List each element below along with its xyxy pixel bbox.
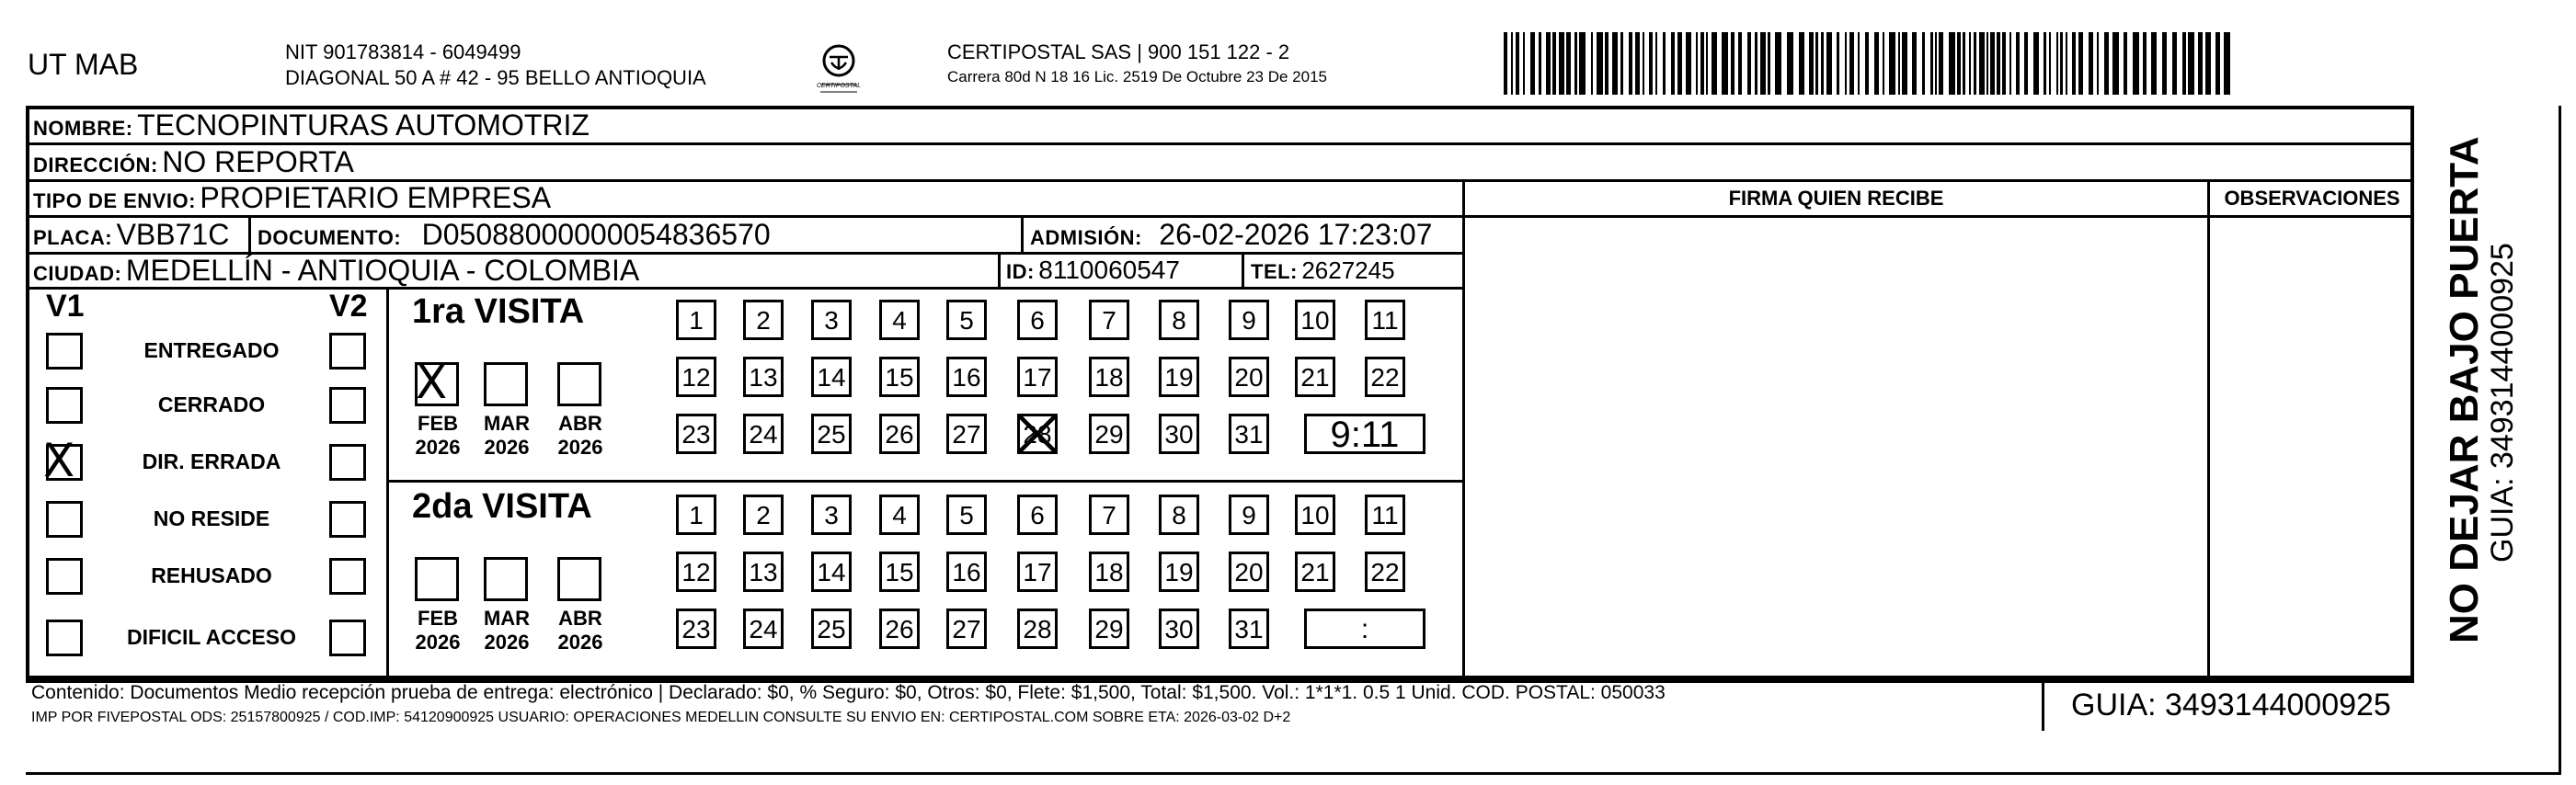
barcode-bar <box>1504 32 1507 95</box>
visit2-day-box[interactable]: 25 <box>811 609 852 649</box>
barcode-bar <box>2049 32 2051 95</box>
footer-contenido: Contenido: Documentos Medio recepción prueba de entrega: electrónico | Declarado: $0, % Seguro: $0, Otros: $0, Flete: $1,500, Total: $1,500. Vol.: 1*1*1. 0.5 1 Unid. COD. POSTAL: 050033 <box>31 682 1666 703</box>
barcode-bar <box>2078 32 2083 95</box>
status-v2-checkbox[interactable] <box>329 558 366 595</box>
barcode-bar <box>2205 32 2211 95</box>
visit2-month-box[interactable] <box>557 557 601 601</box>
direccion-field <box>33 142 354 179</box>
nombre-label: NOMBRE: <box>33 117 133 140</box>
visit2-day-box[interactable]: 28 <box>1017 609 1058 649</box>
v1-check-mark: X <box>43 434 75 487</box>
barcode-bar <box>2056 32 2058 95</box>
documento-field <box>258 215 771 252</box>
visit1-month-box[interactable] <box>484 362 528 406</box>
barcode-bar <box>1712 32 1717 95</box>
tipo-envio-field <box>33 179 551 215</box>
barcode-bar <box>1671 32 1675 95</box>
id-value: 8110060547 <box>1038 256 1180 284</box>
visit1-day-box[interactable]: 3 <box>811 300 852 340</box>
company-license: Carrera 80d N 18 16 Lic. 2519 De Octubre 23 De 2015 <box>947 68 1327 85</box>
barcode-bar <box>2002 32 2006 95</box>
nombre-field <box>33 106 590 142</box>
barcode-bar <box>1591 32 1593 95</box>
visit2-day-box[interactable]: 7 <box>1089 495 1129 535</box>
direccion-label: DIRECCIÓN: <box>33 154 158 176</box>
barcode-bar <box>1755 32 1757 95</box>
visit1-month-label: ABR <box>558 412 602 435</box>
barcode-bar <box>2009 32 2011 95</box>
visit2-title: 2da VISITA <box>412 487 592 526</box>
barcode-bar <box>1706 32 1708 95</box>
barcode-bar <box>1516 32 1519 95</box>
visit2-day-box[interactable]: 8 <box>1159 495 1199 535</box>
visit2-day-box[interactable]: 29 <box>1089 609 1129 649</box>
visit1-day-box[interactable]: 2 <box>743 300 784 340</box>
visit2-day-box[interactable]: 5 <box>946 495 987 535</box>
visit2-year-label: 2026 <box>484 631 530 654</box>
barcode-bar <box>1990 32 1995 95</box>
visit2-month-label: ABR <box>558 607 602 630</box>
tel-field <box>1251 252 1395 287</box>
visit1-year-label: 2026 <box>415 436 461 459</box>
month-check-mark: X <box>416 356 448 409</box>
barcode-bar <box>1809 32 1814 95</box>
status-v2-checkbox[interactable] <box>329 387 366 424</box>
barcode-bar <box>1815 32 1818 95</box>
visit2-day-box[interactable]: 10 <box>1295 495 1335 535</box>
barcode-bar <box>1760 32 1766 95</box>
tipo-envio-label: TIPO DE ENVIO: <box>33 189 196 212</box>
barcode-bar <box>1552 32 1556 95</box>
barcode-bar <box>1731 32 1735 95</box>
status-v1-checkbox[interactable] <box>43 434 83 487</box>
barcode-bar <box>2143 32 2147 95</box>
barcode-bar <box>1902 32 1907 95</box>
admision-field <box>1030 215 1432 252</box>
status-v2-checkbox[interactable] <box>329 333 366 370</box>
visit2-day-box[interactable]: 24 <box>743 609 784 649</box>
admision-value: 26-02-2026 17:23:07 <box>1159 218 1433 251</box>
status-v1-checkbox[interactable] <box>46 501 83 538</box>
visit1-day-box[interactable]: 22 <box>1365 357 1405 397</box>
sender-nit: NIT 901783814 - 6049499 <box>285 40 521 63</box>
visit2-day-box[interactable]: 14 <box>811 552 852 592</box>
status-v1-checkbox[interactable] <box>46 333 83 370</box>
barcode-bar <box>1605 32 1609 95</box>
visit1-day-box[interactable]: 29 <box>1089 414 1129 454</box>
visit2-day-box[interactable]: 11 <box>1365 495 1405 535</box>
barcode-bar <box>1539 32 1541 95</box>
ciudad-field <box>33 252 639 287</box>
footer-guia: GUIA: 3493144000925 <box>2071 688 2391 722</box>
visit1-year-label: 2026 <box>557 436 603 459</box>
visit2-month-label: MAR <box>483 607 531 630</box>
visit2-day-box[interactable]: 2 <box>743 495 784 535</box>
certipostal-logo-icon <box>817 42 861 101</box>
visit2-day-box[interactable]: 4 <box>879 495 920 535</box>
barcode-bar <box>1643 32 1644 95</box>
nombre-value: TECNOPINTURAS AUTOMOTRIZ <box>137 108 590 142</box>
barcode-bar <box>2215 32 2220 95</box>
visit2-day-box[interactable]: 9 <box>1229 495 1269 535</box>
barcode-bar <box>1912 32 1917 95</box>
visit2-day-box[interactable]: 20 <box>1229 552 1269 592</box>
visit1-year-label: 2026 <box>484 436 530 459</box>
visit2-day-box[interactable]: 12 <box>676 552 716 592</box>
visit1-day-box[interactable]: 14 <box>811 357 852 397</box>
tel-label: TEL: <box>1251 260 1298 283</box>
visit1-day-box[interactable]: 5 <box>946 300 987 340</box>
certipostal-logo <box>817 42 861 101</box>
barcode-bar <box>1768 32 1770 95</box>
visit1-day-box[interactable]: 7 <box>1089 300 1129 340</box>
visit1-day-box[interactable]: 15 <box>879 357 920 397</box>
visit1-title: 1ra VISITA <box>412 292 585 331</box>
visit2-day-box[interactable]: 31 <box>1229 609 1269 649</box>
barcode-bar <box>1700 32 1704 95</box>
status-v2-checkbox[interactable] <box>329 501 366 538</box>
barcode-bar <box>1821 32 1824 95</box>
documento-value: D05088000000054836570 <box>421 218 771 251</box>
visit1-day-box[interactable]: 26 <box>879 414 920 454</box>
barcode-bar <box>2104 32 2109 95</box>
barcode-bar <box>1530 32 1535 95</box>
status-v1-checkbox[interactable] <box>46 558 83 595</box>
barcode-bar <box>1826 32 1832 95</box>
footer-imp: IMP POR FIVEPOSTAL ODS: 25157800925 / COD.IMP: 54120900925 USUARIO: OPERACIONES MEDELLIN CONSULTE SU ENVIO EN: CERTIPOSTAL.COM SOBRE ETA: 2026-03-02 D+2 <box>31 710 1291 725</box>
visit1-day-box[interactable]: 25 <box>811 414 852 454</box>
visit2-day-box[interactable]: 1 <box>676 495 716 535</box>
visit2-year-label: 2026 <box>557 631 603 654</box>
barcode-bar <box>2172 32 2177 95</box>
barcode-bar <box>2097 32 2099 95</box>
barcode-bar <box>2016 32 2020 95</box>
barcode-bar <box>1722 32 1728 95</box>
visit1-day-box[interactable]: 12 <box>676 357 716 397</box>
visit2-day-box[interactable]: 23 <box>676 609 716 649</box>
status-v2-checkbox[interactable] <box>329 620 366 656</box>
observaciones-label: OBSERVACIONES <box>2224 187 2400 210</box>
visit1-day-box[interactable]: 17 <box>1017 357 1058 397</box>
barcode-bar <box>1922 32 1925 95</box>
barcode-bar <box>1686 32 1691 95</box>
barcode-bar <box>1629 32 1632 95</box>
status-label: REHUSADO <box>151 563 272 587</box>
barcode-bar <box>2151 32 2157 95</box>
barcode-bar <box>2033 32 2039 95</box>
status-label: NO RESIDE <box>153 506 270 530</box>
firma-label: FIRMA QUIEN RECIBE <box>1728 187 1944 210</box>
visit1-day-box[interactable]: 27 <box>946 414 987 454</box>
visit1-day-box[interactable]: 13 <box>743 357 784 397</box>
visit2-month-label: FEB <box>418 607 458 630</box>
placa-field <box>33 215 229 252</box>
v1-label: V1 <box>46 289 85 324</box>
barcode-bar <box>1649 32 1653 95</box>
visit1-day-box[interactable]: 1 <box>676 300 716 340</box>
barcode-bar <box>1612 32 1618 95</box>
barcode-bar <box>1747 32 1751 95</box>
barcode-bar <box>2072 32 2076 95</box>
visit1-day-box[interactable]: 18 <box>1089 357 1129 397</box>
barcode-bar <box>2198 32 2203 95</box>
ciudad-label: CIUDAD: <box>33 262 122 285</box>
ciudad-value: MEDELLÍN - ANTIOQUIA - COLOMBIA <box>125 254 640 287</box>
visit1-month-box[interactable] <box>557 362 601 406</box>
barcode-bar <box>1523 32 1525 95</box>
barcode-bar <box>2124 32 2127 95</box>
barcode-bar <box>2162 32 2167 95</box>
barcode-bar <box>2188 32 2194 95</box>
barcode-bar <box>1566 32 1571 95</box>
visit1-day-box[interactable]: 23 <box>676 414 716 454</box>
barcode-bar <box>1655 32 1657 95</box>
barcode-bar <box>1865 32 1869 95</box>
company-name: CERTIPOSTAL SAS | 900 151 122 - 2 <box>947 40 1290 63</box>
barcode-bar <box>1620 32 1623 95</box>
status-label: DIR. ERRADA <box>142 449 281 473</box>
barcode-bar <box>1949 32 1955 95</box>
barcode-bar <box>1979 32 1985 95</box>
barcode-bar <box>1986 32 1988 95</box>
visit2-day-box[interactable]: 18 <box>1089 552 1129 592</box>
visit2-day-box[interactable]: 3 <box>811 495 852 535</box>
visit2-time-box[interactable]: : <box>1304 609 1425 649</box>
visit1-day-box[interactable]: 11 <box>1365 300 1405 340</box>
visit1-day-box[interactable]: 4 <box>879 300 920 340</box>
visit2-day-box[interactable]: 17 <box>1017 552 1058 592</box>
barcode-bar <box>1787 32 1793 95</box>
tipo-envio-value: PROPIETARIO EMPRESA <box>200 181 552 214</box>
barcode-bar <box>1997 32 2000 95</box>
barcode-bar <box>2060 32 2063 95</box>
barcode-bar <box>1849 32 1854 95</box>
barcode-bar <box>1974 32 1976 95</box>
status-v2-checkbox[interactable] <box>329 444 366 481</box>
visit2-day-box[interactable]: 21 <box>1295 552 1335 592</box>
barcode-bar <box>1957 32 1961 95</box>
visit2-day-box[interactable]: 30 <box>1159 609 1199 649</box>
barcode-bar <box>1889 32 1895 95</box>
barcode-bar <box>2224 32 2230 95</box>
tel-value: 2627245 <box>1301 256 1395 284</box>
direccion-value: NO REPORTA <box>162 145 354 178</box>
logo-text: CERTIPOSTAL <box>817 83 861 89</box>
visit1-time-box[interactable]: 9:11 <box>1304 414 1425 454</box>
visit1-day-box[interactable]: 20 <box>1229 357 1269 397</box>
barcode-bar <box>1738 32 1742 95</box>
barcode-bar <box>1511 32 1513 95</box>
visit2-year-label: 2026 <box>415 631 461 654</box>
visit1-day-box[interactable]: 28 <box>1017 414 1058 454</box>
documento-label: DOCUMENTO: <box>258 226 402 249</box>
v2-label: V2 <box>329 289 368 324</box>
status-v1-checkbox[interactable] <box>46 620 83 656</box>
status-label: DIFICIL ACCESO <box>126 625 296 649</box>
barcode-bar <box>1898 32 1900 95</box>
visit2-day-box[interactable]: 6 <box>1017 495 1058 535</box>
barcode-bar <box>2089 32 2093 95</box>
visit1-month-label: MAR <box>483 412 531 435</box>
barcode-bar <box>1799 32 1804 95</box>
barcode-bar <box>1775 32 1781 95</box>
barcode-bar <box>1597 32 1603 95</box>
sender-name: UT MAB <box>28 48 139 81</box>
visit1-day-box[interactable]: 8 <box>1159 300 1199 340</box>
barcode-bar <box>1969 32 1971 95</box>
no-dejar-warning: NO DEJAR BAJO PUERTA <box>2442 136 2487 643</box>
status-label: ENTREGADO <box>143 338 280 362</box>
visit1-day-box[interactable]: 31 <box>1229 414 1269 454</box>
barcode-bar <box>1635 32 1640 95</box>
visit2-day-box[interactable]: 16 <box>946 552 987 592</box>
visit1-month-label: FEB <box>418 412 458 435</box>
barcode-bar <box>1696 32 1698 95</box>
sender-address: DIAGONAL 50 A # 42 - 95 BELLO ANTIOQUIA <box>285 66 706 89</box>
barcode-bar <box>1845 32 1847 95</box>
barcode-bar <box>2182 32 2186 95</box>
status-v1-checkbox[interactable] <box>46 387 83 424</box>
barcode-bar <box>1874 32 1879 95</box>
barcode-bar <box>1579 32 1586 95</box>
visit2-month-box[interactable] <box>484 557 528 601</box>
placa-label: PLACA: <box>33 226 113 249</box>
visit1-day-box[interactable]: 9 <box>1229 300 1269 340</box>
admision-label: ADMISIÓN: <box>1030 226 1142 249</box>
barcode-bar <box>1939 32 1943 95</box>
barcode-bar <box>2044 32 2046 95</box>
barcode-bar <box>2112 32 2119 95</box>
barcode-bar <box>2133 32 2139 95</box>
barcode-bar <box>2066 32 2067 95</box>
barcode-bar <box>1930 32 1933 95</box>
barcode-bar <box>1883 32 1884 95</box>
visit2-month-box[interactable] <box>415 557 459 601</box>
visit1-day-box[interactable]: 19 <box>1159 357 1199 397</box>
visit1-month-box[interactable] <box>415 356 459 409</box>
barcode <box>1504 32 2239 95</box>
visit2-day-box[interactable]: 22 <box>1365 552 1405 592</box>
visit2-day-box[interactable]: 15 <box>879 552 920 592</box>
visit2-day-box[interactable]: 13 <box>743 552 784 592</box>
barcode-bar <box>1677 32 1682 95</box>
visit1-day-box[interactable]: 30 <box>1159 414 1199 454</box>
visit1-day-box[interactable]: 21 <box>1295 357 1335 397</box>
visit1-day-box[interactable]: 24 <box>743 414 784 454</box>
barcode-bar <box>1837 32 1839 95</box>
side-guia: GUIA: 3493144000925 <box>2485 243 2520 563</box>
barcode-bar <box>2024 32 2028 95</box>
barcode-bar <box>1858 32 1860 95</box>
id-label: ID: <box>1006 260 1035 283</box>
status-label: CERRADO <box>157 392 266 416</box>
visit1-day-box[interactable]: 10 <box>1295 300 1335 340</box>
visit2-day-box[interactable]: 27 <box>946 609 987 649</box>
visit1-day-box[interactable]: 16 <box>946 357 987 397</box>
visit1-day-box[interactable]: 6 <box>1017 300 1058 340</box>
visit2-day-box[interactable]: 19 <box>1159 552 1199 592</box>
barcode-bar <box>1574 32 1577 95</box>
barcode-bar <box>1559 32 1564 95</box>
barcode-bar <box>1663 32 1666 95</box>
barcode-bar <box>1935 32 1937 95</box>
visit2-day-box[interactable]: 26 <box>879 609 920 649</box>
placa-value: VBB71C <box>116 218 230 251</box>
barcode-bar <box>1546 32 1551 95</box>
barcode-bar <box>1963 32 1965 95</box>
id-field <box>1006 252 1180 287</box>
